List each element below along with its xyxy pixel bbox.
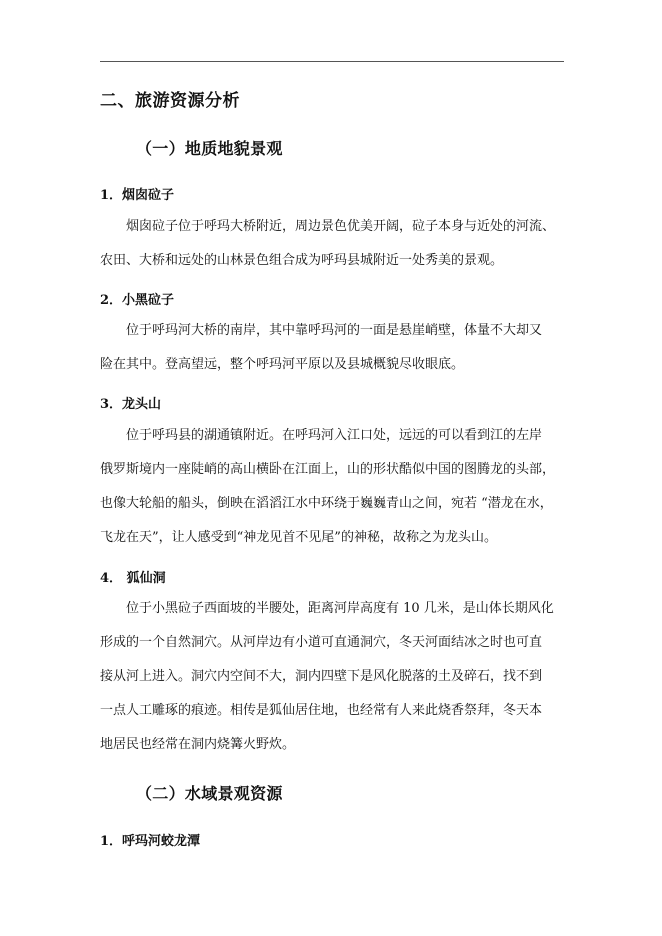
- paragraph-little-black-rock: [100, 314, 564, 382]
- text-line: 地居民也经常在洞内烧篝火野炊。: [100, 737, 296, 752]
- text-line: 位于呼玛河大桥的南岸，其中靠呼玛河的一面是悬崖峭壁，体量不大却又: [126, 323, 543, 338]
- paragraph-chimney-rock: [100, 210, 564, 278]
- subsection-title-water: （二）水域景观资源: [136, 784, 283, 803]
- text-line: 接从河上进入。洞穴内空间不大，洞内四壁下是风化脱落的土及碎石，找不到: [100, 669, 543, 684]
- text-line: 一点人工雕琢的痕迹。相传是狐仙居住地，也经常有人来此烧香祭拜，冬天本: [100, 703, 543, 718]
- paragraph-dragon-head-mountain: [100, 419, 564, 555]
- text-line: 位于小黑砬子西面坡的半腰处，距离河岸高度有 10 几米，是山体长期风化: [126, 601, 554, 616]
- subsection-title-geology: （一）地质地貌景观: [136, 139, 283, 158]
- item-heading-dragon-head-mountain: 3．龙头山: [100, 397, 162, 412]
- text-line: 也像大轮船的船头，倒映在滔滔江水中环绕于巍巍青山之间，宛若 “潜龙在水，: [100, 496, 553, 511]
- paragraph-fox-fairy-cave: [100, 592, 564, 762]
- text-line: 飞龙在天”，让人感受到“神龙见首不见尾”的神秘，故称之为龙头山。: [100, 530, 497, 545]
- text-line: 位于呼玛县的湖通镇附近。在呼玛河入江口处，远远的可以看到江的左岸: [126, 428, 543, 443]
- item-heading-little-black-rock: 2．小黑砬子: [100, 293, 175, 308]
- header-rule: [100, 61, 564, 62]
- text-line: 烟囱砬子位于呼玛大桥附近，周边景色优美开阔，砬子本身与近处的河流、: [126, 219, 556, 234]
- text-line: 险在其中。登高望远，整个呼玛河平原以及县城概貌尽收眼底。: [100, 357, 465, 372]
- item-heading-fox-fairy-cave: 4． 狐仙洞: [100, 571, 166, 586]
- text-line: 俄罗斯境内一座陡峭的高山横卧在江面上，山的形状酷似中国的图腾龙的头部，: [100, 462, 556, 477]
- text-line: 农田、大桥和远处的山林景色组合成为呼玛县城附近一处秀美的景观。: [100, 253, 504, 268]
- section-title: 二、旅游资源分析: [100, 91, 240, 111]
- item-heading-jiaolong-pool: 1．呼玛河蛟龙潭: [100, 834, 201, 849]
- text-line: 形成的一个自然洞穴。从河岸边有小道可直通洞穴，冬天河面结冰之时也可直: [100, 635, 543, 650]
- item-heading-chimney-rock: 1．烟囱砬子: [100, 188, 175, 203]
